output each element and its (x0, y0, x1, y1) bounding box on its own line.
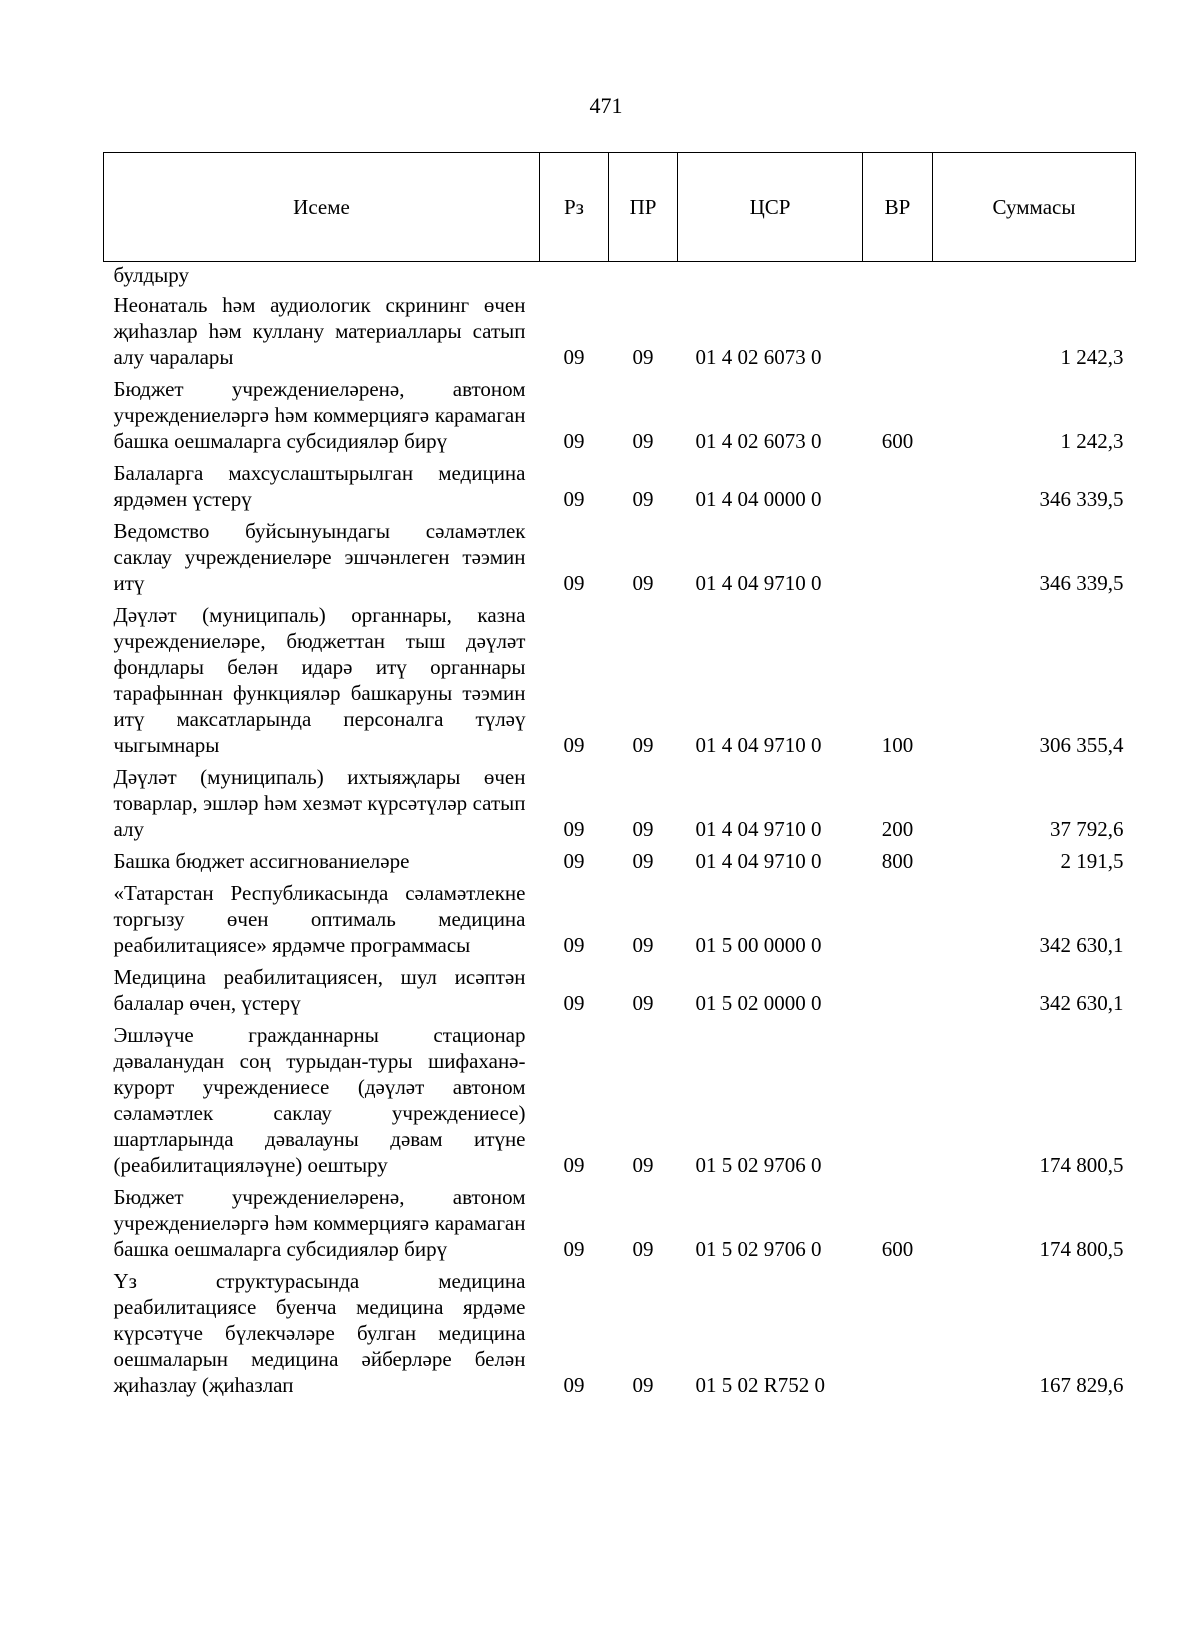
cell-pr: 09 (632, 429, 654, 453)
cell-pr: 09 (632, 817, 654, 841)
cell-vr (863, 962, 933, 1020)
cell-vr: 100 (881, 733, 914, 757)
header-pr: ПР (609, 153, 678, 262)
cell-sum: 346 339,5 (1039, 487, 1124, 511)
table-body (104, 262, 1136, 1403)
header-name: Исеме (104, 153, 540, 262)
cell-pr: 09 (632, 1237, 654, 1261)
cell-sum: 2 191,5 (1060, 849, 1124, 873)
cell-pr: 09 (632, 345, 654, 369)
cell-csr: 01 4 04 9710 0 (695, 733, 822, 757)
table-row (104, 1020, 1136, 1182)
table-row (104, 600, 1136, 762)
cell-name: Дәүләт (муниципаль) органнары, казна учреждениеләре, бюджеттан тыш дәүләт фондлары белән идарә итү органнары тарафыннан функцияләр башкаруны тәэмин итү максатларында персоналга түләү чыгымнары (113, 603, 526, 757)
cell-rz: 09 (563, 733, 585, 757)
cell-pr: 09 (632, 733, 654, 757)
cell-vr (863, 878, 933, 962)
table-row (104, 458, 1136, 516)
cell-csr: 01 4 02 6073 0 (695, 429, 822, 453)
header-csr: ЦСР (678, 153, 863, 262)
cell-rz: 09 (563, 1373, 585, 1397)
cell-csr: 01 5 02 9706 0 (695, 1153, 822, 1177)
cell-rz: 09 (563, 429, 585, 453)
cell-rz: 09 (563, 991, 585, 1015)
cell-pr: 09 (632, 933, 654, 957)
cell-csr: 01 4 04 9710 0 (695, 571, 822, 595)
cell-sum: 1 242,3 (1060, 429, 1124, 453)
cell-pr: 09 (632, 849, 654, 873)
cell-pr: 09 (632, 991, 654, 1015)
page-number: 471 (589, 93, 623, 118)
cell-sum: 346 339,5 (1039, 571, 1124, 595)
cell-csr: 01 5 02 R752 0 (695, 1373, 826, 1397)
cell-vr (863, 1020, 933, 1182)
cell-pr: 09 (632, 1153, 654, 1177)
table-row (104, 962, 1136, 1020)
cell-vr (863, 516, 933, 600)
cell-name: Ведомство буйсынуындагы сәламәтлек саклау учреждениеләре эшчәнлеген тәэмин итү (113, 519, 526, 595)
table-row (104, 1266, 1136, 1402)
cell-vr: 800 (881, 849, 914, 873)
cell-name: Дәүләт (муниципаль) ихтыяҗлары өчен товарлар, эшләр һәм хезмәт күрсәтүләр сатып алу (113, 765, 526, 841)
cell-sum: 167 829,6 (1039, 1373, 1124, 1397)
table-row (104, 374, 1136, 458)
cell-name: «Татарстан Республикасында сәламәтлекне торгызу өчен оптималь медицина реабилитациясе» ярдәмче программасы (113, 881, 526, 957)
cell-csr: 01 5 02 9706 0 (695, 1237, 822, 1261)
cell-rz: 09 (563, 1237, 585, 1261)
cell-rz: 09 (563, 571, 585, 595)
cell-name: Эшләүче гражданнарны стационар дәваланудан соң турыдан-туры шифаханә-курорт учреждениесе (дәүләт автоном сәламәтлек саклау учреждениесе) шартларында дәвалауны дәвам итүне (реабилитацияләүне) оештыру (113, 1023, 526, 1177)
table-row (104, 846, 1136, 878)
header-vr: ВР (863, 153, 933, 262)
cell-vr (863, 1266, 933, 1402)
cell-sum: 342 630,1 (1039, 933, 1124, 957)
cell-vr: 200 (881, 817, 914, 841)
cell-rz: 09 (563, 849, 585, 873)
cell-name: Балаларга махсуслаштырылган медицина ярдәмен үстерү (113, 461, 526, 511)
table-row (104, 878, 1136, 962)
cell-name: Бюджет учреждениеләренә, автоном учреждениеләргә һәм коммерциягә карамаган башка оешмаларга субсидияләр бирү (113, 1185, 526, 1261)
cell-name: Неонаталь һәм аудиологик скрининг өчен җиһазлар һәм куллану материаллары сатып алу чаралары (113, 293, 526, 369)
cell-sum: 342 630,1 (1039, 991, 1124, 1015)
cell-sum: 306 355,4 (1039, 733, 1124, 757)
budget-table (103, 152, 1136, 1402)
cell-vr (863, 458, 933, 516)
cell-name: Үз структурасында медицина реабилитациясе буенча медицина ярдәме күрсәтүче бүлекчәләре булган медицина оешмаларын медицина әйберләре белән җиһазлау (җиһазлап (113, 1269, 526, 1397)
header-rz: Рз (540, 153, 609, 262)
cell-vr (863, 290, 933, 374)
cell-sum: 174 800,5 (1039, 1237, 1124, 1261)
cell-pr: 09 (632, 487, 654, 511)
cell-csr: 01 5 02 0000 0 (695, 991, 822, 1015)
cell-sum: 1 242,3 (1060, 345, 1124, 369)
cell-pr: 09 (632, 571, 654, 595)
cell-sum: 174 800,5 (1039, 1153, 1124, 1177)
cell-csr: 01 5 00 0000 0 (695, 933, 822, 957)
continuation-text: булдыру (113, 263, 189, 287)
cell-vr: 600 (881, 1237, 914, 1261)
cell-vr: 600 (881, 429, 914, 453)
cell-rz: 09 (563, 933, 585, 957)
table-row (104, 762, 1136, 846)
table-row (104, 1182, 1136, 1266)
cell-name: Бюджет учреждениеләренә, автоном учреждениеләргә һәм коммерциягә карамаган башка оешмаларга субсидияләр бирү (113, 377, 526, 453)
cell-name: Медицина реабилитациясен, шул исәптән балалар өчен, үстерү (113, 965, 526, 1015)
cell-name: Башка бюджет ассигнованиеләре (113, 849, 410, 873)
cell-rz: 09 (563, 817, 585, 841)
continuation-row (104, 262, 1136, 291)
cell-rz: 09 (563, 345, 585, 369)
table-row (104, 516, 1136, 600)
cell-pr: 09 (632, 1373, 654, 1397)
cell-csr: 01 4 02 6073 0 (695, 345, 822, 369)
table-row (104, 290, 1136, 374)
cell-rz: 09 (563, 1153, 585, 1177)
cell-csr: 01 4 04 9710 0 (695, 817, 822, 841)
cell-sum: 37 792,6 (1050, 817, 1124, 841)
cell-csr: 01 4 04 0000 0 (695, 487, 822, 511)
header-sum: Суммасы (933, 153, 1136, 262)
cell-csr: 01 4 04 9710 0 (695, 849, 822, 873)
cell-rz: 09 (563, 487, 585, 511)
table-header (104, 153, 1136, 262)
